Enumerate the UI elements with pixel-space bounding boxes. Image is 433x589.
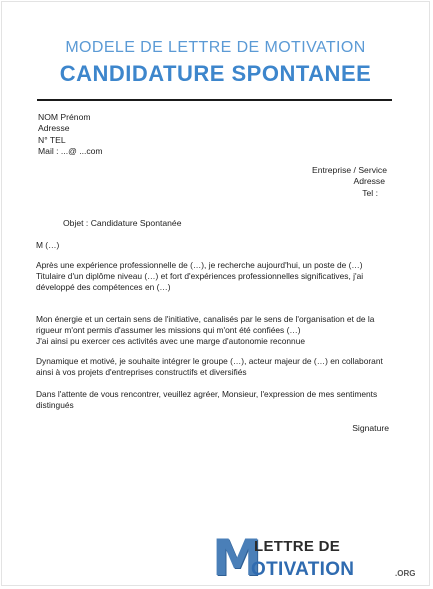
logo-bottom-text: OTIVATION <box>251 559 355 580</box>
paragraph-text: Mon énergie et un certain sens de l'initiative, canalisés par le sens de l'organisation et de la rigueur m'ont permis d'assumer les missions qui m'ont été confiées (…) J'ai ainsi pu exercer ces activités avec une marge d'autonomie reconnue <box>36 314 375 347</box>
signature-label: Signature <box>352 423 389 433</box>
paragraph-text: Dynamique et motivé, je souhaite intégrer le groupe (…), acteur majeur de (…) en collaborant ainsi à vos projets d'entreprises constructifs et diversifiés <box>36 356 383 378</box>
sender-block <box>38 112 103 157</box>
recipient-address: Adresse <box>353 176 385 187</box>
letter-page <box>1 1 430 586</box>
template-title: MODELE DE LETTRE DE MOTIVATION <box>65 39 366 56</box>
paragraph-experience <box>36 260 388 294</box>
letter-subject: Objet : Candidature Spontanée <box>63 218 182 228</box>
recipient-phone: Tel : <box>362 187 378 198</box>
template-subtitle: CANDIDATURE SPONTANEE <box>59 61 372 86</box>
recipient-company: Entreprise / Service <box>312 165 387 175</box>
letter-header <box>2 38 429 87</box>
logo-big-letter: M <box>212 529 262 587</box>
logo-suffix: .ORG <box>395 569 416 578</box>
letter-salutation: M (…) <box>36 240 60 250</box>
site-logo <box>212 529 416 587</box>
paragraph-text: Après une expérience professionnelle de (…), je recherche aujourd'hui, un poste de (…) Titulaire d'un diplôme niveau (…) et fort d'expériences professionnelles significatives, j'ai développé des compétences en (…) <box>36 260 364 293</box>
sender-email: Mail : ...@ ...com <box>38 145 103 156</box>
sender-address: Adresse <box>38 123 70 134</box>
recipient-block <box>312 165 387 199</box>
sender-name: NOM Prénom <box>38 112 91 122</box>
paragraph-closing <box>36 389 388 411</box>
paragraph-motivation <box>36 356 388 378</box>
header-divider <box>37 99 392 101</box>
paragraph-text: Dans l'attente de vous rencontrer, veuillez agréer, Monsieur, l'expression de mes sentiments distingués <box>36 389 378 411</box>
sender-phone: N° TEL <box>38 134 66 145</box>
logo-top-text: LETTRE DE <box>254 538 341 555</box>
paragraph-qualities <box>36 314 388 348</box>
